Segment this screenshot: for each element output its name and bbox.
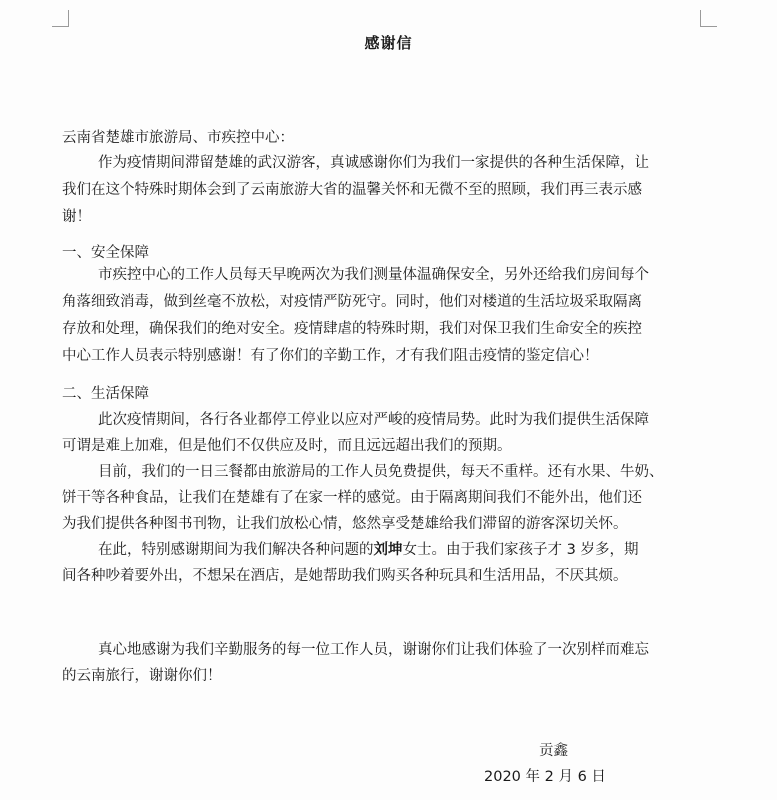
letter-date: 2020 年 2 月 6 日 xyxy=(484,769,606,785)
page-corner-mark-right xyxy=(700,10,717,27)
p3-suffix: 女士。由于我们家孩子才 3 岁多，期 xyxy=(402,542,639,558)
section-2-p3-line-1 xyxy=(62,537,722,564)
section-1-line-1: 市疾控中心的工作人员每天早晚两次为我们测量体温确保安全，另外还给我们房间每个 xyxy=(98,267,649,283)
letter-title: 感谢信 xyxy=(364,34,413,52)
salutation: 云南省楚雄市旅游局、市疾控中心： xyxy=(62,130,294,146)
section-2-p2-line-1: 目前，我们的一日三餐都由旅游局的工作人员免费提供，每天不重样。还有水果、牛奶、 xyxy=(98,464,664,480)
section-1-line-2: 角落细致消毒，做到丝毫不放松，对疫情严防死守。同时，他们对楼道的生活垃圾采取隔离 xyxy=(62,294,642,310)
signature: 贡鑫 xyxy=(539,743,568,759)
section-1-line-4: 中心工作人员表示特别感谢！有了你们的辛勤工作，才有我们阻击疫情的鉴定信心！ xyxy=(62,348,599,364)
section-2-p2-line-2: 饼干等各种食品，让我们在楚雄有了在家一样的感觉。由于隔离期间我们不能外出，他们还 xyxy=(62,490,642,506)
section-1-line-3: 存放和处理，确保我们的绝对安全。疫情肆虐的特殊时期，我们对保卫我们生命安全的疾控 xyxy=(62,321,642,337)
closing-line-2: 的云南旅行，谢谢你们！ xyxy=(62,668,222,684)
thanked-person-name: 刘坤 xyxy=(373,542,403,558)
section-2-p3-line-2: 间各种吵着要外出，不想呆在酒店，是她帮助我们购买各种玩具和生活用品，不厌其烦。 xyxy=(62,568,628,584)
section-2-p2-line-3: 为我们提供各种图书刊物，让我们放松心情，悠然享受楚雄给我们滞留的游客深切关怀。 xyxy=(62,516,628,532)
p3-prefix: 在此，特别感谢期间为我们解决各种问题的 xyxy=(98,542,374,558)
section-2-p1-line-2: 可谓是难上加难，但是他们不仅供应及时，而且远远超出我们的预期。 xyxy=(62,438,512,454)
intro-line-1: 作为疫情期间滞留楚雄的武汉游客，真诚感谢你们为我们一家提供的各种生活保障，让 xyxy=(98,155,649,171)
section-2-p1-line-1: 此次疫情期间，各行各业都停工停业以应对严峻的疫情局势。此时为我们提供生活保障 xyxy=(98,412,649,428)
closing-line-1: 真心地感谢为我们辛勤服务的每一位工作人员，谢谢你们让我们体验了一次别样而难忘 xyxy=(98,642,649,658)
intro-line-2: 我们在这个特殊时期体会到了云南旅游大省的温馨关怀和无微不至的照顾，我们再三表示感 xyxy=(62,182,642,198)
section-2-heading: 二、生活保障 xyxy=(62,386,149,402)
section-1-heading: 一、安全保障 xyxy=(62,245,149,261)
intro-line-3: 谢！ xyxy=(62,209,91,225)
page-corner-mark-left xyxy=(52,10,69,27)
